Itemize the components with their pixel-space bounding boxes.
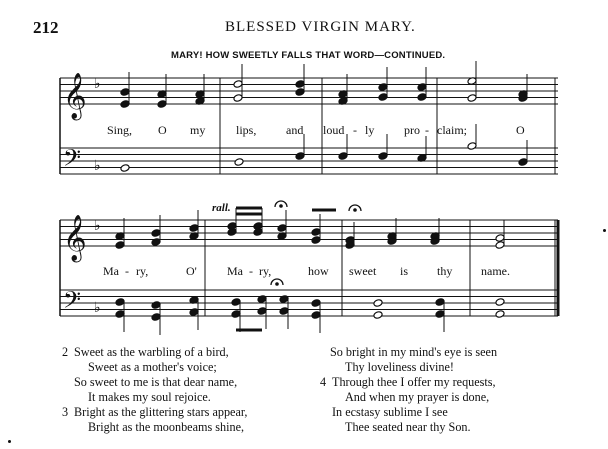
notehead	[234, 158, 244, 167]
lyric-syllable: ly	[365, 123, 375, 137]
lyric-syllable: sweet	[349, 264, 377, 278]
verse-line: And when my prayer is done,	[345, 390, 490, 404]
page-number: 212	[33, 18, 59, 37]
verse-line: Sweet as the warbling of a bird,	[74, 345, 229, 359]
fermata-dot	[280, 205, 283, 208]
notehead	[233, 80, 243, 89]
lyric-syllable: -	[425, 123, 429, 137]
lyric-syllable: O	[516, 123, 525, 137]
speck-mark	[603, 229, 606, 232]
notehead	[373, 299, 383, 308]
flat-key-signature: ♭	[94, 300, 101, 316]
verse-line: Thee seated near thy Son.	[345, 420, 471, 434]
lyric-syllable: is	[400, 264, 409, 278]
notehead	[157, 100, 167, 109]
lyric-syllable: O	[158, 123, 167, 137]
lyric-syllable: how	[308, 264, 329, 278]
notehead	[279, 307, 289, 316]
verse-number: 3	[62, 405, 69, 419]
notehead	[495, 298, 505, 307]
lyric-syllable: Sing,	[107, 123, 133, 137]
notehead	[120, 100, 130, 109]
notehead	[115, 298, 125, 307]
verse-line: Sweet as a mother's voice;	[88, 360, 217, 374]
verse-line: So bright in my mind's eye is seen	[330, 345, 498, 359]
bass-clef: 𝄢	[63, 286, 82, 319]
notehead	[467, 94, 477, 103]
notehead	[120, 88, 130, 97]
fermata-dot	[354, 209, 357, 212]
notehead	[373, 311, 383, 320]
notehead	[151, 313, 161, 322]
lyric-syllable: and	[286, 123, 304, 137]
notehead	[231, 298, 241, 307]
lyric-syllable: ry,	[259, 264, 272, 278]
treble-clef: 𝄞	[63, 215, 87, 261]
lyric-syllable: pro	[404, 123, 420, 137]
verse-line: Thy loveliness divine!	[345, 360, 454, 374]
notehead	[495, 234, 505, 243]
notehead	[311, 236, 321, 245]
notehead	[495, 310, 505, 319]
hymn-subtitle: MARY! HOW SWEETLY FALLS THAT WORD—CONTINUED.	[171, 50, 446, 61]
lyric-syllable: ry,	[136, 264, 149, 278]
notehead	[277, 224, 287, 233]
verse-number: 2	[62, 345, 69, 359]
notehead	[378, 93, 388, 102]
speck-mark	[8, 440, 11, 443]
notehead	[253, 228, 263, 237]
notehead	[233, 94, 243, 103]
lyric-syllable: -	[353, 123, 357, 137]
verse-line: Bright as the glittering stars appear,	[74, 405, 248, 419]
lyric-syllable: name.	[481, 264, 510, 278]
verse-line: Bright as the moonbeams shine,	[88, 420, 245, 434]
notehead	[311, 311, 321, 320]
notehead	[518, 158, 528, 167]
notehead	[378, 152, 388, 161]
notehead	[257, 307, 267, 316]
notehead	[435, 298, 445, 307]
lyric-syllable: Ma	[103, 264, 119, 278]
running-title: BLESSED VIRGIN MARY.	[225, 19, 416, 35]
notehead	[115, 241, 125, 250]
verse-line: In ecstasy sublime I see	[332, 405, 448, 419]
notehead	[231, 310, 241, 319]
verse-line: Through thee I offer my requests,	[332, 375, 496, 389]
notehead	[338, 152, 348, 161]
lyric-syllable: Ma	[227, 264, 243, 278]
lyric-syllable: -	[125, 264, 129, 278]
notehead	[311, 299, 321, 308]
notehead	[151, 229, 161, 238]
lyric-syllable: lips,	[236, 123, 257, 137]
notehead	[115, 310, 125, 319]
flat-key-signature: ♭	[94, 76, 101, 92]
verse-line: It makes my soul rejoice.	[88, 390, 211, 404]
lyric-syllable: -	[249, 264, 253, 278]
fermata-dot	[276, 283, 279, 286]
lyric-syllable: thy	[437, 264, 453, 278]
notehead	[227, 228, 237, 237]
notehead	[295, 88, 305, 97]
lyric-syllable: claim;	[437, 123, 467, 137]
notehead	[417, 93, 427, 102]
notehead	[295, 152, 305, 161]
notehead	[435, 310, 445, 319]
lyric-syllable: loud	[323, 123, 345, 137]
notehead	[151, 301, 161, 310]
notehead	[311, 228, 321, 237]
flat-key-signature: ♭	[94, 158, 101, 174]
treble-clef: 𝄞	[63, 73, 87, 119]
notehead	[495, 241, 505, 250]
notehead	[295, 80, 305, 89]
notehead	[120, 164, 130, 173]
flat-key-signature: ♭	[94, 218, 101, 234]
lyric-syllable: my	[190, 123, 206, 137]
tempo-marking: rall.	[212, 202, 231, 214]
verse-line: So sweet to me is that dear name,	[74, 375, 238, 389]
bass-clef: 𝄢	[63, 144, 82, 177]
notehead	[189, 224, 199, 233]
notehead	[467, 142, 477, 151]
lyric-syllable: O'	[186, 264, 197, 278]
verse-number: 4	[320, 375, 327, 389]
